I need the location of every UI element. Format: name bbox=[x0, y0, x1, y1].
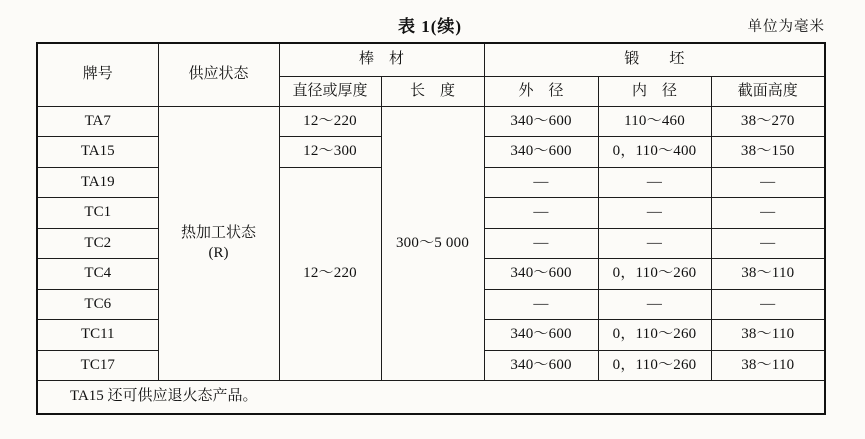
cell-grade: TA15 bbox=[37, 137, 158, 168]
cell-section: — bbox=[711, 167, 825, 198]
cell-inner: — bbox=[598, 167, 711, 198]
table-row bbox=[37, 106, 825, 137]
cell-outer: 340～600 bbox=[484, 106, 598, 137]
cell-inner: — bbox=[598, 198, 711, 229]
header-row-groups bbox=[37, 43, 825, 76]
footnote-text: TA15 还可供应退火态产品。 bbox=[37, 381, 825, 414]
unit-note: 单位为毫米 bbox=[747, 19, 825, 35]
supply-state-line1: 热加工状态 bbox=[180, 224, 256, 241]
cell-outer: 340～600 bbox=[484, 320, 598, 351]
cell-inner: 0，110～260 bbox=[598, 350, 711, 381]
cell-outer: 340～600 bbox=[484, 350, 598, 381]
header-diameter-or-thickness: 直径或厚度 bbox=[279, 76, 381, 106]
cell-outer: — bbox=[484, 228, 598, 259]
header-outer-diameter: 外 径 bbox=[484, 76, 598, 106]
cell-grade: TC17 bbox=[37, 350, 158, 381]
spec-table bbox=[36, 42, 826, 415]
cell-inner: — bbox=[598, 228, 711, 259]
cell-section: — bbox=[711, 198, 825, 229]
cell-outer: — bbox=[484, 289, 598, 320]
cell-grade: TC11 bbox=[37, 320, 158, 351]
header-bar-group: 棒 材 bbox=[279, 43, 484, 76]
cell-grade: TC1 bbox=[37, 198, 158, 229]
cell-section: 38～110 bbox=[711, 259, 825, 290]
table-title: 表 1(续) bbox=[397, 17, 463, 36]
cell-section: 38～270 bbox=[711, 106, 825, 137]
cell-grade: TC4 bbox=[37, 259, 158, 290]
supply-state-line2: (R) bbox=[208, 245, 229, 262]
cell-grade: TA7 bbox=[37, 106, 158, 137]
cell-inner: 0，110～260 bbox=[598, 259, 711, 290]
cell-outer: 340～600 bbox=[484, 259, 598, 290]
header-inner-diameter: 内 径 bbox=[598, 76, 711, 106]
cell-supply-state-merged bbox=[158, 106, 279, 381]
header-length: 长 度 bbox=[381, 76, 484, 106]
cell-section: 38～150 bbox=[711, 137, 825, 168]
cell-inner: — bbox=[598, 289, 711, 320]
header-grade: 牌号 bbox=[37, 43, 158, 106]
cell-section: 38～110 bbox=[711, 350, 825, 381]
header-section-height: 截面高度 bbox=[711, 76, 825, 106]
cell-grade: TA19 bbox=[37, 167, 158, 198]
cell-section: — bbox=[711, 289, 825, 320]
cell-diameter-merged: 12～220 bbox=[279, 167, 381, 381]
cell-outer: — bbox=[484, 167, 598, 198]
cell-diameter: 12～300 bbox=[279, 137, 381, 168]
header-supply-state: 供应状态 bbox=[158, 43, 279, 106]
cell-outer: — bbox=[484, 198, 598, 229]
cell-inner: 0，110～260 bbox=[598, 320, 711, 351]
footnote-row bbox=[37, 381, 825, 414]
cell-section: — bbox=[711, 228, 825, 259]
cell-grade: TC2 bbox=[37, 228, 158, 259]
cell-length-merged: 300～5 000 bbox=[381, 106, 484, 381]
cell-outer: 340～600 bbox=[484, 137, 598, 168]
cell-grade: TC6 bbox=[37, 289, 158, 320]
cell-section: 38～110 bbox=[711, 320, 825, 351]
header-forging-group: 锻 坯 bbox=[484, 43, 825, 76]
cell-inner: 0，110～400 bbox=[598, 137, 711, 168]
cell-diameter: 12～220 bbox=[279, 106, 381, 137]
cell-inner: 110～460 bbox=[598, 106, 711, 137]
